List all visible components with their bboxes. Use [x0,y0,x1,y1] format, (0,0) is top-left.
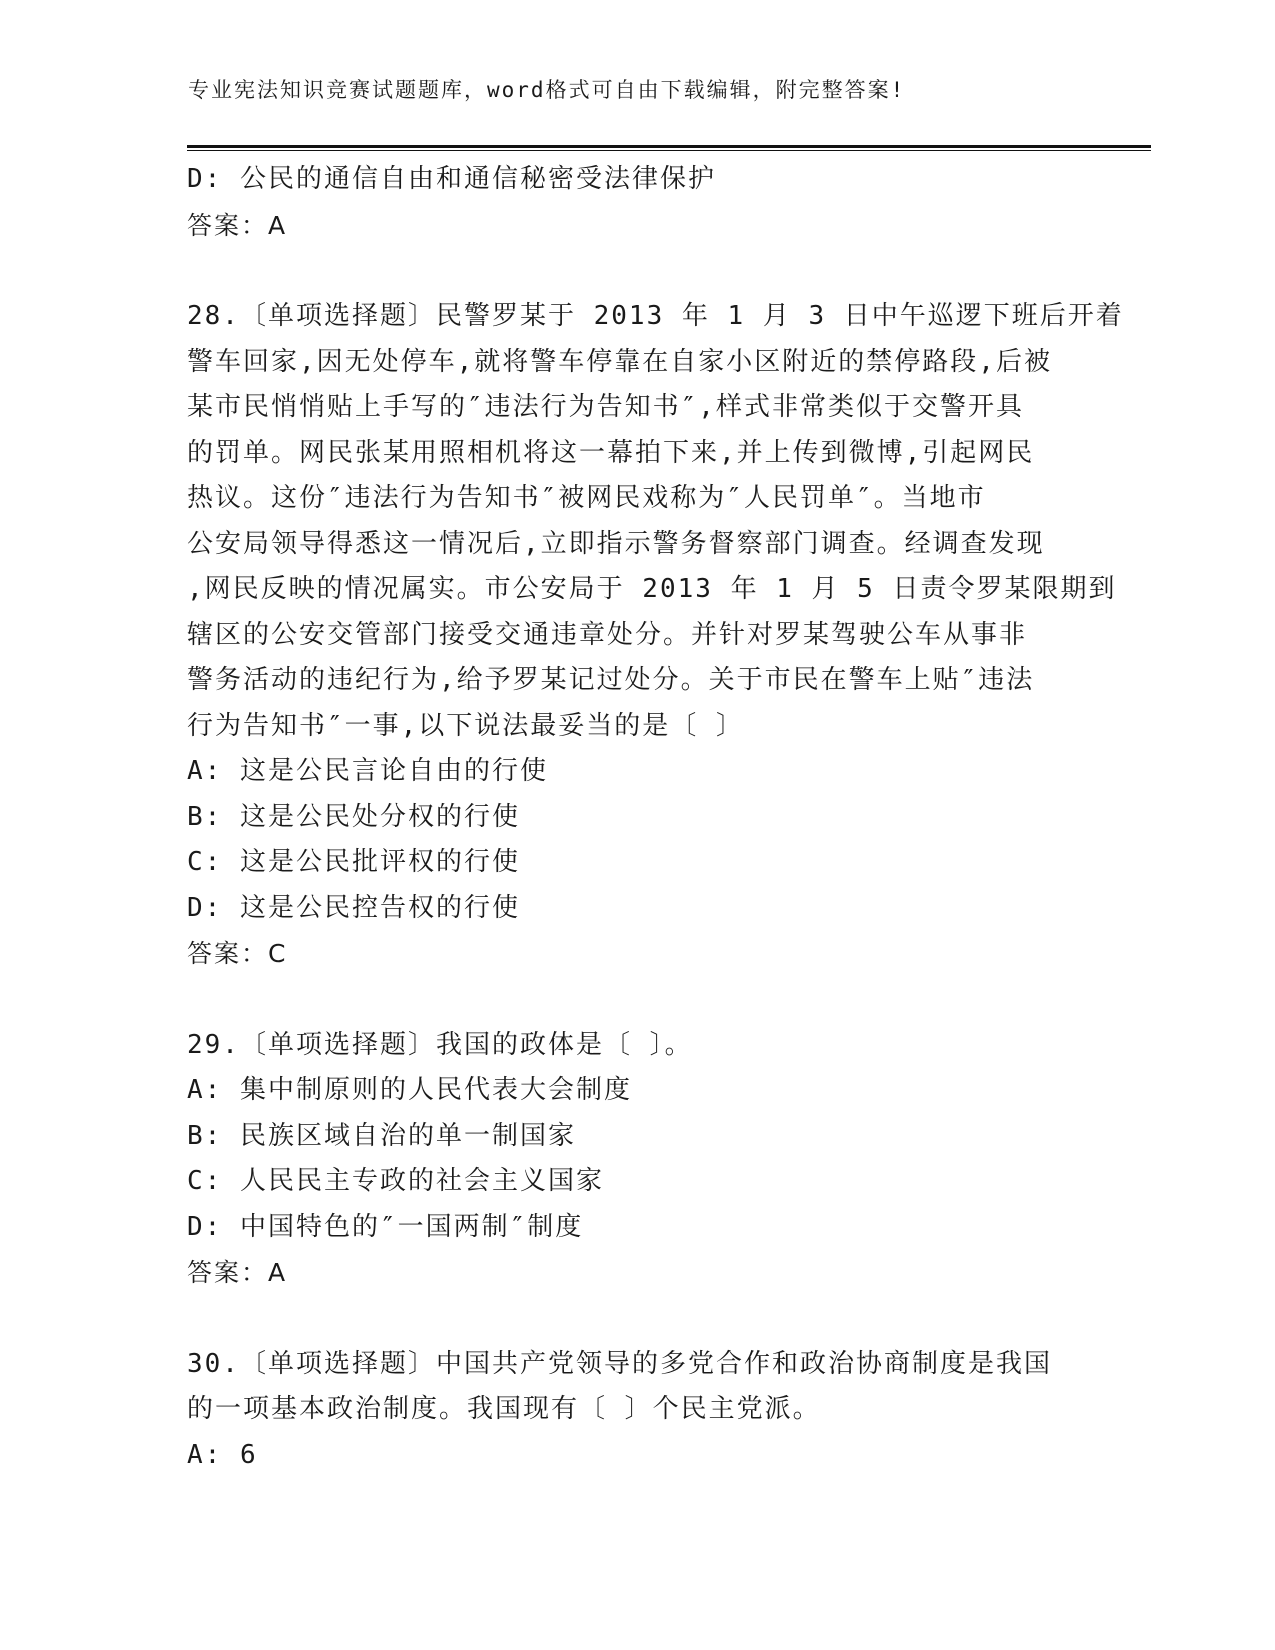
option-b: B: 民族区域自治的单一制国家 [187,1120,576,1151]
option-line: D: 公民的通信自由和通信秘密受法律保护 [187,164,716,194]
option-a: A: 这是公民言论自由的行使 [187,756,548,786]
question-text-line: ,网民反映的情况属实。市公安局于 2013 年 1 月 5 日责令罗某限期到 [187,574,1117,604]
option-b: B: 这是公民处分权的行使 [187,801,520,832]
option-c: C: 人民民主专政的社会主义国家 [187,1166,604,1196]
question-text-line: 行为告知书″一事,以下说法最妥当的是〔 〕 [187,710,744,741]
page-header: 专业宪法知识竞赛试题题库，word格式可自由下载编辑，附完整答案! [188,78,906,102]
question-28 [187,294,1124,977]
question-text-line: 警车回家,因无处停车,就将警车停靠在自家小区附近的禁停路段,后被 [187,346,1052,377]
question-text-line: 热议。这份″违法行为告知书″被网民戏称为″人民罚单″。当地市 [187,483,986,513]
option-a: A: 6 [187,1439,258,1470]
question-text-line: 公安局领导得悉这一情况后,立即指示警务督察部门调查。经调查发现 [187,528,1045,559]
spacer [187,1296,1087,1342]
answer-line: 答案：A [187,1258,288,1287]
answer-line: 答案：C [187,939,288,968]
question-29 [187,1023,1087,1296]
question-text-line: 警务活动的违纪行为,给予罗某记过处分。关于市民在警车上贴″违法 [187,665,1035,695]
spacer [187,248,1087,294]
spacer [187,977,1087,1023]
question-text-line: 的罚单。网民张某用照相机将这一幕拍下来,并上传到微博,引起网民 [187,437,1035,468]
question-text-line: 28.〔单项选择题〕民警罗某于 2013 年 1 月 3 日中午巡逻下班后开着 [187,301,1124,331]
question-27-tail [187,157,1087,248]
question-text-line: 某市民悄悄贴上手写的″违法行为告知书″,样式非常类似于交警开具 [187,392,1024,422]
question-30 [187,1342,1087,1479]
option-a: A: 集中制原则的人民代表大会制度 [187,1075,632,1105]
question-text-line: 的一项基本政治制度。我国现有〔 〕个民主党派。 [187,1394,821,1424]
option-c: C: 这是公民批评权的行使 [187,847,520,877]
option-d: D: 这是公民控告权的行使 [187,892,520,923]
header-rule-thick [187,145,1151,148]
option-d: D: 中国特色的″一国两制″制度 [187,1211,584,1242]
question-text-line: 辖区的公安交管部门接受交通违章处分。并针对罗某驾驶公车从事非 [187,619,1028,650]
answer-line: 答案：A [187,210,288,240]
header-rule-thin [187,150,1151,151]
question-text-line: 29.〔单项选择题〕我国的政体是〔 〕。 [187,1029,693,1060]
question-text-line: 30.〔单项选择题〕中国共产党领导的多党合作和政治协商制度是我国 [187,1348,1052,1379]
question-list [187,157,1124,1478]
